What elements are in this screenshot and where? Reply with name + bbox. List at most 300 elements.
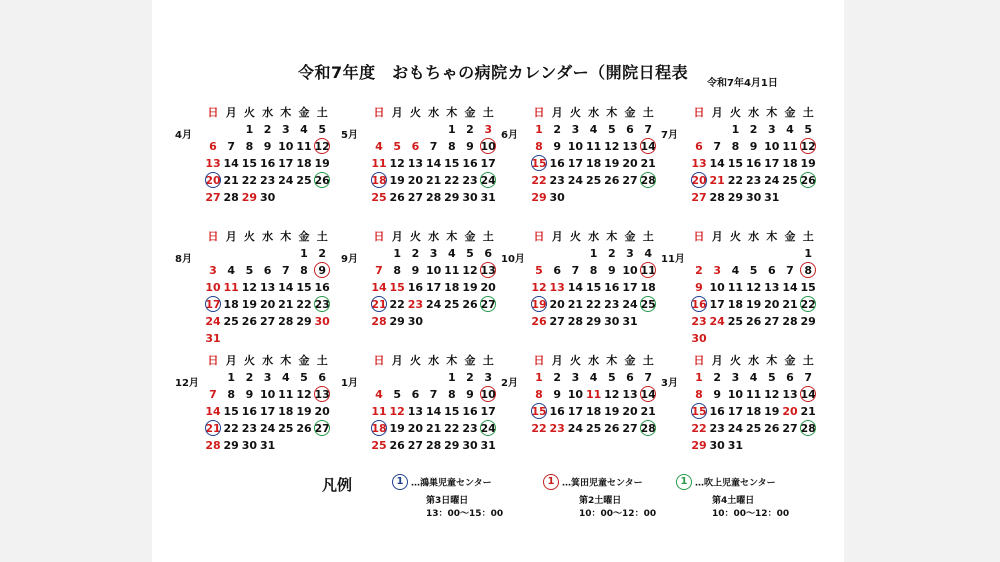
day-cell: 25 (223, 315, 239, 328)
day-cell: 27 (205, 191, 221, 204)
day-cell: 7 (375, 264, 383, 277)
day-cell: 5 (300, 371, 308, 384)
day-cell: 17 (480, 405, 496, 418)
day-cell: 22 (296, 298, 312, 311)
day-cell: 16 (549, 405, 565, 418)
day-cell: 6 (695, 140, 703, 153)
day-cell: 23 (604, 298, 620, 311)
day-cell: 17 (480, 157, 496, 170)
day-cell: 9 (245, 388, 254, 401)
day-cell: 25 (640, 298, 656, 311)
day-cell: 5 (535, 264, 543, 277)
day-cell: 31 (764, 191, 780, 204)
blue-circle-icon (691, 172, 707, 188)
month-days (530, 105, 656, 204)
legend-time: 10：00～12：00 (579, 509, 657, 519)
weekday-header: 土 (316, 230, 328, 243)
day-cell: 7 (644, 371, 653, 384)
day-cell: 23 (691, 315, 707, 328)
weekday-header: 金 (784, 230, 796, 243)
day-cell: 10 (425, 264, 442, 277)
day-cell: 19 (745, 298, 762, 311)
day-cell: 18 (585, 405, 602, 418)
weekday-header: 木 (446, 230, 458, 243)
weekday-header: 土 (482, 106, 494, 119)
month-days (204, 229, 330, 345)
month-label: 9月 (341, 254, 358, 265)
legend-item-fukiage (676, 474, 790, 519)
day-cell: 28 (223, 191, 239, 204)
weekday-header: 土 (802, 354, 814, 367)
day-cell: 10 (278, 140, 294, 153)
weekday-header: 金 (784, 106, 796, 119)
day-cell: 15 (296, 281, 312, 294)
day-cell: 1 (804, 247, 813, 260)
day-cell: 23 (462, 174, 478, 187)
legend-item-konosu (392, 474, 504, 519)
day-cell: 8 (393, 264, 402, 277)
weekday-header: 水 (428, 354, 440, 367)
day-cell: 12 (462, 264, 478, 277)
weekday-header: 金 (298, 230, 310, 243)
day-cell: 1 (447, 371, 456, 384)
day-cell: 27 (549, 315, 565, 328)
weekday-header: 水 (262, 106, 274, 119)
day-cell: 4 (375, 388, 383, 401)
day-cell: 1 (447, 123, 456, 136)
day-cell: 19 (296, 405, 312, 418)
legend-day: 第2土曜日 (579, 496, 622, 506)
day-cell: 7 (804, 371, 813, 384)
day-cell: 14 (800, 388, 816, 401)
weekday-header: 木 (280, 106, 292, 119)
day-cell: 4 (375, 140, 383, 153)
day-cell: 4 (447, 247, 456, 260)
month-days (690, 353, 816, 452)
left-margin-panel (0, 0, 152, 562)
day-cell: 17 (278, 157, 294, 170)
month-label: 4月 (175, 130, 192, 141)
day-cell: 3 (626, 247, 634, 260)
red-circle-icon: 1 (543, 474, 559, 490)
weekday-header: 月 (225, 106, 237, 119)
day-cell: 8 (300, 264, 308, 277)
day-cell: 19 (241, 298, 258, 311)
weekday-header: 火 (409, 106, 421, 119)
day-cell: 10 (622, 264, 638, 277)
day-cell: 3 (429, 247, 438, 260)
day-cell: 23 (259, 174, 276, 187)
day-cell: 9 (466, 140, 474, 153)
day-cell: 1 (731, 123, 740, 136)
day-cell: 15 (531, 405, 547, 418)
day-cell: 9 (607, 264, 616, 277)
month-days (370, 105, 496, 204)
day-cell: 8 (245, 140, 254, 153)
day-cell: 16 (462, 157, 478, 170)
day-cell: 3 (767, 123, 776, 136)
day-cell: 18 (223, 298, 239, 311)
month-block (175, 353, 335, 452)
day-cell: 14 (640, 388, 656, 401)
day-cell: 9 (695, 281, 703, 294)
day-cell: 13 (407, 157, 424, 170)
day-cell: 17 (622, 281, 638, 294)
day-cell: 13 (622, 140, 638, 153)
day-cell: 28 (425, 191, 442, 204)
day-cell: 5 (804, 123, 813, 136)
day-cell: 4 (731, 264, 740, 277)
green-circle-icon: 1 (676, 474, 692, 490)
day-cell: 29 (223, 439, 239, 452)
day-cell: 3 (263, 371, 272, 384)
weekday-header: 水 (748, 230, 760, 243)
weekday-header: 月 (711, 230, 723, 243)
day-cell: 30 (691, 332, 707, 345)
day-cell: 10 (727, 388, 744, 401)
day-cell: 19 (462, 281, 478, 294)
day-cell: 14 (640, 140, 656, 153)
day-cell: 22 (241, 174, 258, 187)
day-cell: 22 (727, 174, 744, 187)
day-cell: 26 (604, 422, 620, 435)
day-cell: 6 (411, 388, 420, 401)
day-cell: 28 (278, 315, 294, 328)
day-cell: 30 (314, 315, 330, 328)
day-cell: 14 (567, 281, 584, 294)
day-cell: 18 (444, 281, 460, 294)
day-cell: 9 (553, 140, 562, 153)
day-cell: 26 (241, 315, 258, 328)
weekday-header: 水 (588, 230, 600, 243)
month-block (661, 105, 821, 204)
day-cell: 3 (484, 371, 493, 384)
weekday-header: 木 (280, 354, 292, 367)
day-cell: 6 (626, 371, 634, 384)
day-cell: 29 (389, 315, 405, 328)
day-cell: 26 (296, 422, 312, 435)
weekday-header: 金 (464, 230, 476, 243)
day-cell: 25 (727, 315, 744, 328)
blue-circle-icon (531, 403, 547, 419)
day-cell: 25 (782, 174, 798, 187)
weekday-header: 木 (446, 354, 458, 367)
day-cell: 5 (393, 388, 402, 401)
day-cell: 28 (640, 422, 656, 435)
day-cell: 23 (549, 422, 565, 435)
month-days (690, 229, 816, 345)
weekday-header: 水 (428, 230, 440, 243)
day-cell: 29 (444, 439, 460, 452)
day-cell: 16 (691, 298, 707, 311)
day-cell: 7 (429, 388, 438, 401)
weekday-header: 金 (464, 106, 476, 119)
weekday-header: 水 (588, 354, 600, 367)
day-cell: 20 (691, 174, 707, 187)
day-cell: 7 (713, 140, 722, 153)
day-cell: 24 (567, 422, 584, 435)
day-cell: 29 (296, 315, 312, 328)
day-cell: 28 (371, 315, 387, 328)
day-cell: 15 (727, 157, 744, 170)
day-cell: 15 (444, 405, 460, 418)
day-cell: 11 (782, 140, 798, 153)
month-block (341, 105, 501, 204)
weekday-header: 火 (243, 106, 255, 119)
day-cell: 11 (278, 388, 294, 401)
day-cell: 11 (223, 281, 239, 294)
day-cell: 30 (462, 439, 478, 452)
day-cell: 24 (709, 315, 725, 328)
day-cell: 24 (278, 174, 294, 187)
right-margin-panel (844, 0, 1000, 562)
day-cell: 17 (764, 157, 780, 170)
weekday-header: 月 (711, 354, 723, 367)
day-cell: 17 (425, 281, 442, 294)
weekday-header: 金 (624, 354, 636, 367)
day-cell: 13 (480, 264, 496, 277)
day-cell: 21 (800, 405, 816, 418)
day-cell: 8 (447, 388, 456, 401)
day-cell: 7 (571, 264, 580, 277)
day-cell: 24 (622, 298, 638, 311)
day-cell: 13 (259, 281, 276, 294)
weekday-header: 金 (624, 230, 636, 243)
day-cell: 31 (259, 439, 276, 452)
day-cell: 20 (259, 298, 276, 311)
weekday-header: 木 (280, 230, 292, 243)
weekday-header: 日 (533, 354, 545, 367)
weekday-header: 水 (262, 230, 274, 243)
day-cell: 11 (585, 140, 602, 153)
day-cell: 12 (389, 405, 405, 418)
day-cell: 23 (709, 422, 725, 435)
day-cell: 2 (245, 371, 254, 384)
weekday-header: 火 (569, 230, 581, 243)
weekday-header: 月 (551, 106, 563, 119)
weekday-header: 日 (693, 106, 705, 119)
day-cell: 18 (727, 298, 744, 311)
day-cell: 23 (462, 422, 478, 435)
month-label: 8月 (175, 254, 192, 265)
day-cell: 12 (604, 388, 620, 401)
day-cell: 21 (567, 298, 584, 311)
red-circle-icon (480, 138, 496, 154)
day-cell: 14 (782, 281, 798, 294)
day-cell: 20 (480, 281, 496, 294)
day-cell: 27 (622, 422, 638, 435)
day-cell: 7 (227, 140, 236, 153)
day-cell: 6 (209, 140, 217, 153)
weekday-header: 月 (225, 354, 237, 367)
day-cell: 22 (800, 298, 816, 311)
weekday-header: 土 (642, 354, 654, 367)
day-cell: 8 (535, 388, 543, 401)
day-cell: 23 (314, 298, 330, 311)
day-cell: 3 (209, 264, 217, 277)
day-cell: 16 (745, 157, 762, 170)
day-cell: 14 (205, 405, 221, 418)
weekday-header: 土 (642, 230, 654, 243)
day-cell: 15 (800, 281, 816, 294)
weekday-header: 月 (225, 230, 237, 243)
day-cell: 14 (278, 281, 294, 294)
day-cell: 20 (407, 422, 424, 435)
day-cell: 20 (314, 405, 330, 418)
day-cell: 10 (480, 388, 496, 401)
day-cell: 26 (531, 315, 547, 328)
weekday-header: 月 (391, 230, 403, 243)
day-cell: 14 (223, 157, 239, 170)
day-cell: 26 (604, 174, 620, 187)
day-cell: 1 (535, 123, 543, 136)
legend-day: 第3日曜日 (426, 496, 469, 506)
month-days (370, 229, 496, 328)
weekday-header: 日 (373, 106, 385, 119)
day-cell: 20 (622, 157, 638, 170)
day-cell: 17 (205, 298, 221, 311)
day-cell: 4 (281, 371, 290, 384)
day-cell: 10 (567, 140, 584, 153)
day-cell: 22 (531, 174, 547, 187)
day-cell: 3 (484, 123, 493, 136)
day-cell: 24 (727, 422, 744, 435)
day-cell: 16 (549, 157, 565, 170)
day-cell: 22 (444, 174, 460, 187)
day-cell: 11 (296, 140, 312, 153)
day-cell: 29 (531, 191, 547, 204)
day-cell: 6 (626, 123, 634, 136)
day-cell: 5 (607, 371, 616, 384)
day-cell: 25 (745, 422, 762, 435)
month-label: 7月 (661, 130, 678, 141)
day-cell: 27 (691, 191, 707, 204)
day-cell: 20 (549, 298, 565, 311)
day-cell: 2 (318, 247, 327, 260)
day-cell: 4 (749, 371, 758, 384)
day-cell: 30 (604, 315, 620, 328)
day-cell: 2 (553, 123, 562, 136)
day-cell: 29 (585, 315, 602, 328)
red-circle-icon (314, 262, 330, 278)
day-cell: 17 (259, 405, 276, 418)
day-cell: 7 (644, 123, 653, 136)
day-cell: 20 (782, 405, 798, 418)
day-cell: 9 (749, 140, 758, 153)
month-block (501, 105, 661, 204)
day-cell: 31 (622, 315, 638, 328)
red-circle-icon (480, 386, 496, 402)
weekday-header: 水 (748, 354, 760, 367)
day-cell: 27 (782, 422, 798, 435)
weekday-header: 月 (391, 354, 403, 367)
day-cell: 8 (799, 263, 817, 279)
day-cell: 19 (531, 298, 547, 311)
weekday-header: 水 (588, 106, 600, 119)
day-cell: 30 (549, 191, 565, 204)
day-cell: 9 (713, 388, 722, 401)
day-cell: 9 (313, 263, 331, 279)
month-block (175, 229, 335, 345)
red-circle-icon (800, 138, 816, 154)
day-cell: 8 (447, 140, 456, 153)
weekday-header: 日 (373, 230, 385, 243)
day-cell: 1 (300, 247, 308, 260)
day-cell: 1 (393, 247, 402, 260)
blue-circle-icon (691, 403, 707, 419)
day-cell: 18 (371, 174, 387, 187)
day-cell: 2 (695, 264, 703, 277)
day-cell: 19 (800, 157, 816, 170)
day-cell: 24 (480, 174, 496, 187)
day-cell: 5 (607, 123, 616, 136)
green-circle-icon (800, 172, 816, 188)
day-cell: 30 (241, 439, 258, 452)
day-cell: 24 (480, 422, 496, 435)
weekday-header: 月 (551, 354, 563, 367)
day-cell: 26 (314, 174, 330, 187)
weekday-header: 月 (711, 106, 723, 119)
day-cell: 22 (389, 298, 405, 311)
day-cell: 21 (223, 174, 239, 187)
day-cell: 21 (371, 298, 387, 311)
weekday-header: 月 (391, 106, 403, 119)
day-cell: 11 (444, 264, 460, 277)
blue-circle-icon (205, 420, 221, 436)
weekday-header: 土 (802, 230, 814, 243)
red-circle-icon (314, 138, 330, 154)
weekday-header: 木 (606, 354, 618, 367)
day-cell: 3 (713, 264, 722, 277)
day-cell: 15 (691, 405, 707, 418)
day-cell: 28 (567, 315, 584, 328)
weekday-header: 火 (569, 354, 581, 367)
month-label: 1月 (341, 378, 358, 389)
day-cell: 23 (407, 298, 424, 311)
weekday-header: 木 (606, 230, 618, 243)
blue-circle-icon (531, 155, 547, 171)
day-cell: 11 (745, 388, 762, 401)
day-cell: 25 (371, 439, 387, 452)
month-label: 10月 (501, 254, 525, 265)
day-cell: 19 (389, 174, 405, 187)
month-block (661, 353, 821, 452)
day-cell: 29 (691, 439, 707, 452)
day-cell: 28 (782, 315, 798, 328)
day-cell: 17 (727, 405, 744, 418)
day-cell: 10 (480, 140, 496, 153)
day-cell: 10 (764, 140, 780, 153)
day-cell: 21 (278, 298, 294, 311)
day-cell: 20 (205, 174, 221, 187)
blue-circle-icon (205, 296, 221, 312)
weekday-header: 木 (766, 106, 778, 119)
day-cell: 15 (444, 157, 460, 170)
weekday-header: 土 (316, 106, 328, 119)
day-cell: 25 (585, 174, 602, 187)
day-cell: 27 (764, 315, 780, 328)
day-cell: 28 (709, 191, 725, 204)
legend-name: …鴻巣児童センター (411, 478, 492, 489)
day-cell: 12 (764, 388, 780, 401)
day-cell: 15 (389, 281, 405, 294)
day-cell: 8 (731, 140, 740, 153)
green-circle-icon (314, 420, 330, 436)
day-cell: 27 (407, 439, 424, 452)
day-cell: 15 (241, 157, 258, 170)
day-cell: 15 (223, 405, 239, 418)
weekday-header: 日 (533, 106, 545, 119)
